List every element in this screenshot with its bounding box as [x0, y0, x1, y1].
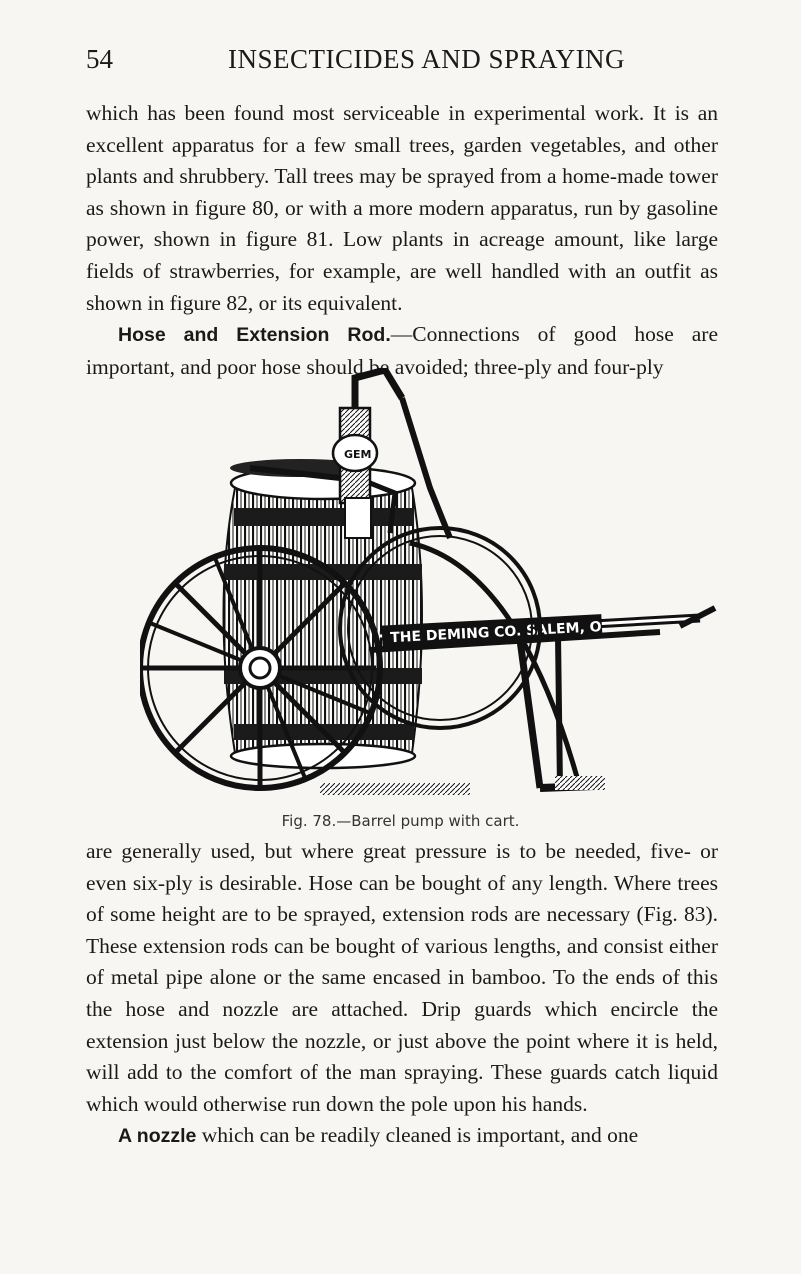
paragraph-hose-text: —Connections of good hose are important, and poor hose should be avoided; three-ply and four-ply: [86, 322, 718, 379]
text-block-top: [86, 98, 718, 383]
cart-label: THE DEMING CO. SALEM, O.: [389, 618, 607, 647]
pump-label: GEM: [344, 448, 372, 461]
figure-barrel-pump-cart: [140, 368, 720, 808]
paragraph-continued-2: are generally used, but where great pressure is to be needed, five- or even six-ply is desirable. Hose can be bought of any length. Where trees of some height are to be sprayed, extension rods are necessary (Fig. 83). These extension rods can be bought of various lengths, and consist either of metal pipe alone or the same encased in bamboo. To the ends of this the hose and nozzle are attached. Drip guards which encircle the extension just below the nozzle, or just above the point where it is held, will add to the comfort of the man spraying. These guards catch liquid which would otherwise run down the pole upon his hands.: [86, 839, 718, 1116]
large-wheel: [140, 548, 380, 788]
page-number: 54: [86, 44, 113, 74]
figure-caption: Fig. 78.—Barrel pump with cart.: [281, 812, 520, 830]
text-block-bottom: [86, 836, 718, 1153]
running-head-title: INSECTICIDES AND SPRAYING: [228, 44, 626, 74]
paragraph-continued: which has been found most serviceable in experimental work. It is an excellent apparatus for a few small trees, garden vegetables, and other plants and shrubbery. Tall trees may be sprayed from a home-made tower as shown in figure 80, or with a more modern apparatus, run by gasoline power, shown in figure 81. Low plants in acreage amount, like large fields of strawberries, for example, are well handled with an outfit as shown in figure 82, or its equivalent.: [86, 101, 718, 315]
running-head: [86, 44, 715, 80]
barrel-pump-illustration: [140, 368, 720, 808]
section-heading-nozzle: A nozzle: [118, 1125, 197, 1148]
ground-shadow: [320, 776, 605, 795]
paragraph-nozzle: [86, 1120, 718, 1153]
paragraph-nozzle-text: which can be readily cleaned is important, and one: [196, 1123, 639, 1148]
section-heading-hose: Hose and Extension Rod.: [118, 324, 391, 347]
